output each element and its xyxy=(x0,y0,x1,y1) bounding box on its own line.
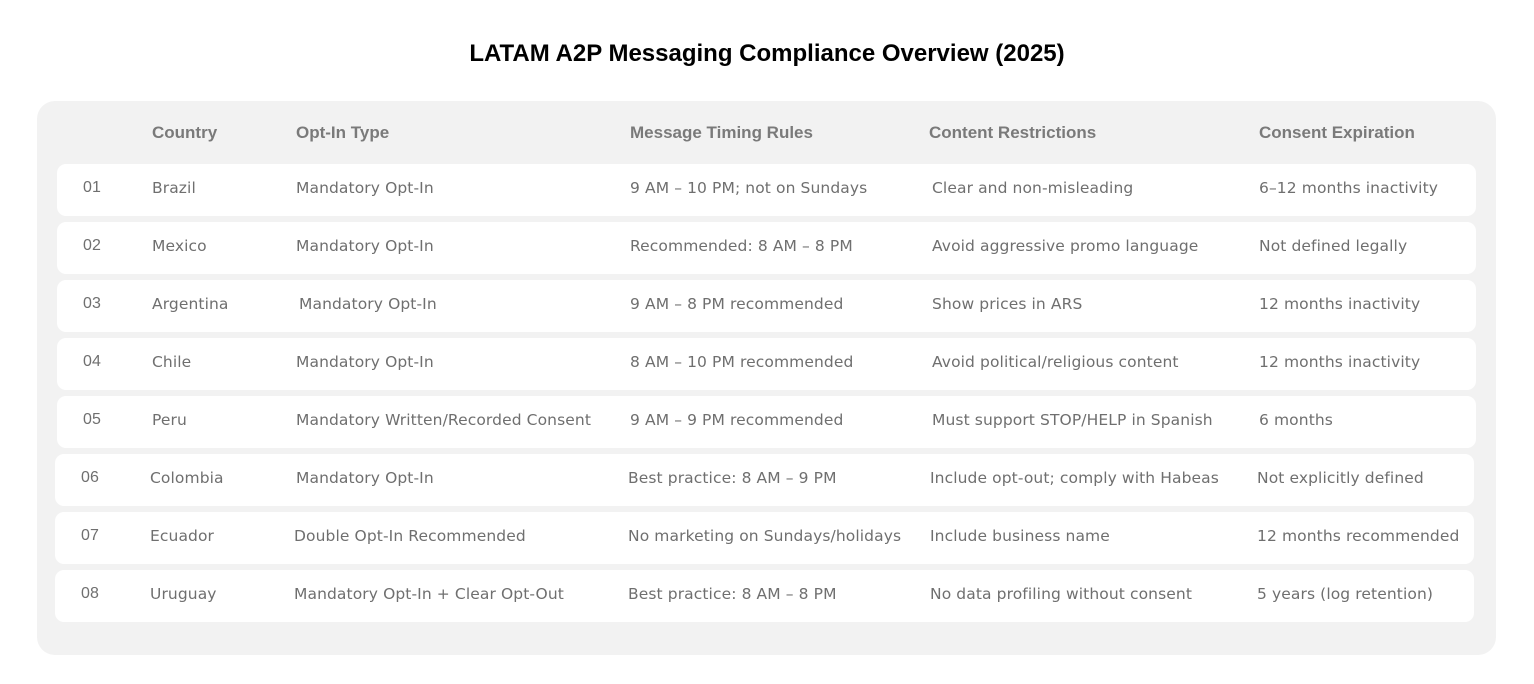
content-cell: Show prices in ARS xyxy=(932,295,1083,313)
header-country: Country xyxy=(152,123,218,142)
opt-in-cell: Mandatory Opt-In xyxy=(299,295,437,313)
content-cell: Include business name xyxy=(930,527,1110,545)
opt-in-cell: Mandatory Opt-In xyxy=(296,179,434,197)
consent-cell: 12 months inactivity xyxy=(1259,353,1421,371)
country-cell: Mexico xyxy=(152,237,207,255)
table-row xyxy=(55,570,1474,622)
country-cell: Peru xyxy=(152,411,187,429)
opt-in-cell: Mandatory Opt-In xyxy=(296,353,434,371)
content-cell: No data profiling without consent xyxy=(930,585,1193,603)
country-cell: Colombia xyxy=(150,469,224,487)
opt-in-cell: Mandatory Opt-In xyxy=(296,469,434,487)
table-row xyxy=(55,512,1474,564)
header-message-timing: Message Timing Rules xyxy=(630,123,813,142)
header-content-restrictions: Content Restrictions xyxy=(929,123,1097,142)
opt-in-cell: Mandatory Opt-In xyxy=(296,237,434,255)
consent-cell: Not explicitly defined xyxy=(1257,469,1424,487)
row-number: 05 xyxy=(83,411,101,428)
timing-cell: 9 AM – 8 PM recommended xyxy=(630,295,844,313)
timing-cell: Best practice: 8 AM – 8 PM xyxy=(628,585,837,603)
timing-cell: No marketing on Sundays/holidays xyxy=(628,527,902,545)
content-cell: Avoid political/religious content xyxy=(932,353,1179,371)
opt-in-cell: Double Opt-In Recommended xyxy=(294,527,526,545)
consent-cell: Not defined legally xyxy=(1259,237,1408,255)
country-cell: Argentina xyxy=(152,295,229,313)
table-row xyxy=(57,280,1476,332)
consent-cell: 6 months xyxy=(1259,411,1333,429)
row-number: 01 xyxy=(83,179,101,196)
compliance-table xyxy=(37,101,1496,655)
row-number: 02 xyxy=(83,237,101,254)
timing-cell: Best practice: 8 AM – 9 PM xyxy=(628,469,837,487)
country-cell: Ecuador xyxy=(150,527,215,545)
timing-cell: 9 AM – 10 PM; not on Sundays xyxy=(630,179,868,197)
country-cell: Uruguay xyxy=(150,585,217,603)
timing-cell: 8 AM – 10 PM recommended xyxy=(630,353,854,371)
consent-cell: 12 months recommended xyxy=(1257,527,1460,545)
content-cell: Clear and non-misleading xyxy=(932,179,1134,197)
consent-cell: 5 years (log retention) xyxy=(1257,585,1434,603)
table-row xyxy=(55,454,1474,506)
row-number: 06 xyxy=(81,469,99,486)
table-row xyxy=(57,164,1476,216)
header-opt-in-type: Opt-In Type xyxy=(296,123,390,142)
row-number: 03 xyxy=(83,295,101,312)
table-row xyxy=(57,338,1476,390)
country-cell: Chile xyxy=(152,353,192,371)
timing-cell: Recommended: 8 AM – 8 PM xyxy=(630,237,853,255)
timing-cell: 9 AM – 9 PM recommended xyxy=(630,411,844,429)
row-number: 04 xyxy=(83,353,101,370)
row-number: 08 xyxy=(81,585,99,602)
opt-in-cell: Mandatory Opt-In + Clear Opt-Out xyxy=(294,585,564,603)
country-cell: Brazil xyxy=(152,179,196,197)
consent-cell: 12 months inactivity xyxy=(1259,295,1421,313)
content-cell: Must support STOP/HELP in Spanish xyxy=(932,411,1213,429)
header-consent-expiration: Consent Expiration xyxy=(1259,123,1415,142)
page-title: LATAM A2P Messaging Compliance Overview (2025) xyxy=(469,40,1065,67)
opt-in-cell: Mandatory Written/Recorded Consent xyxy=(296,411,592,429)
consent-cell: 6–12 months inactivity xyxy=(1259,179,1439,197)
table-row xyxy=(57,222,1476,274)
content-cell: Avoid aggressive promo language xyxy=(932,237,1199,255)
row-number: 07 xyxy=(81,527,99,544)
table-row xyxy=(57,396,1476,448)
content-cell: Include opt-out; comply with Habeas xyxy=(930,469,1219,487)
table-header xyxy=(37,101,1496,165)
